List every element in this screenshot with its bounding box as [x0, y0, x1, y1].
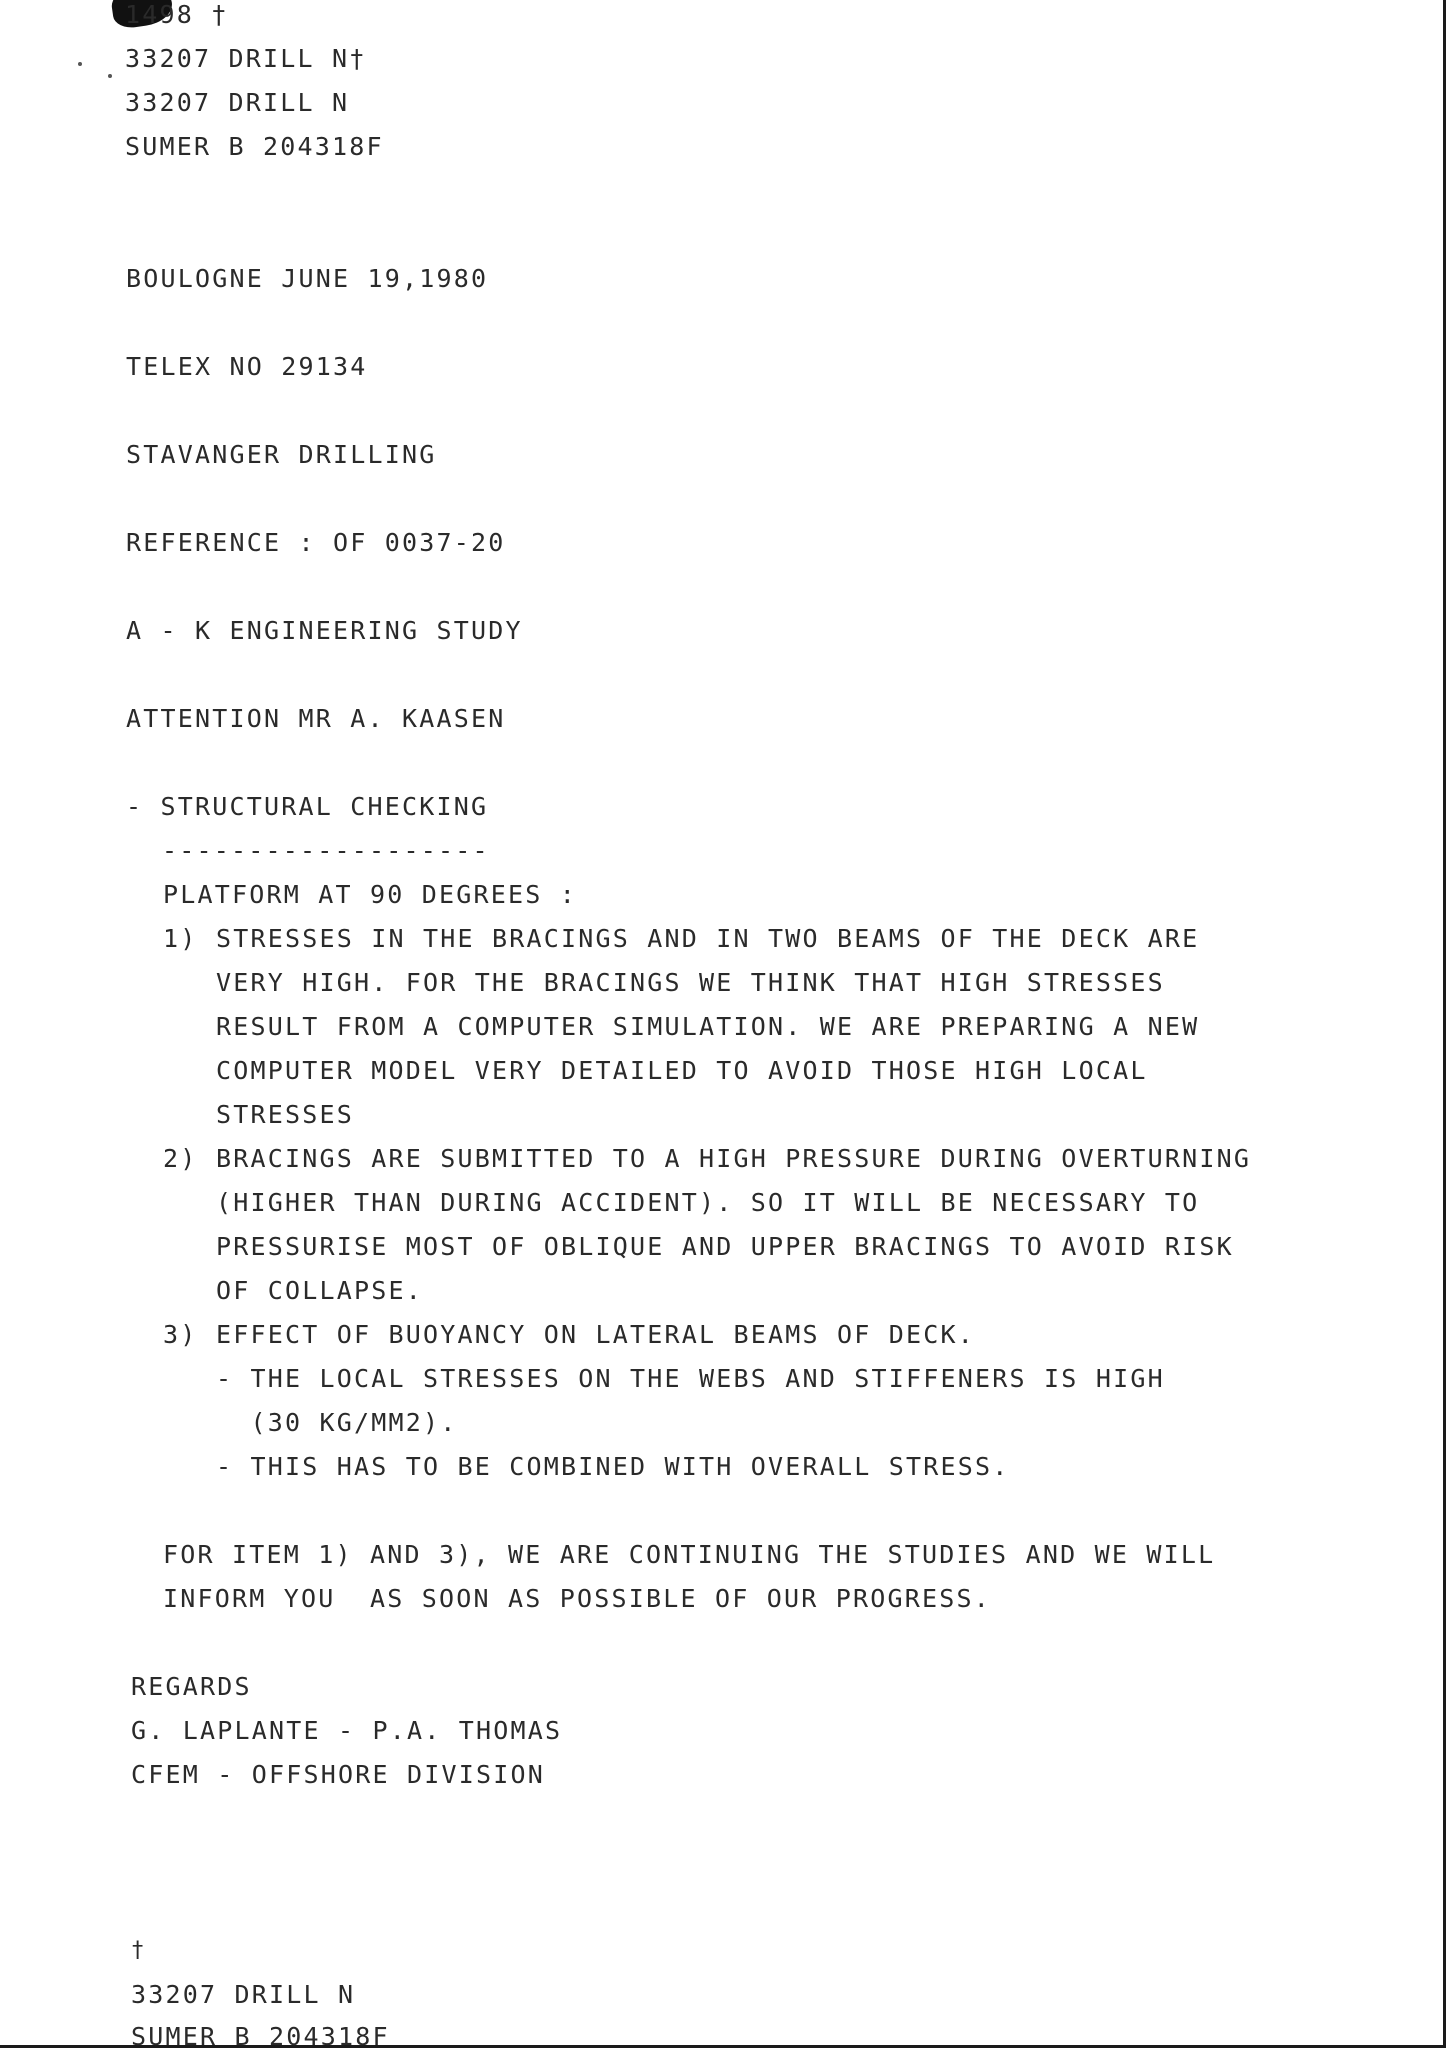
item-line: OF COLLAPSE. — [216, 1276, 424, 1305]
header-line-1: 33207 DRILL N† — [125, 44, 367, 73]
item-line: (HIGHER THAN DURING ACCIDENT). SO IT WILL BE NECESSARY TO — [216, 1188, 1200, 1217]
item-line: RESULT FROM A COMPUTER SIMULATION. WE ARE PREPARING A NEW — [216, 1012, 1200, 1041]
organization: CFEM - OFFSHORE DIVISION — [131, 1760, 546, 1789]
recipient: STAVANGER DRILLING — [126, 440, 437, 469]
sub-item-line: (30 KG/MM2). — [216, 1408, 458, 1437]
footer-line-2: SUMER B 204318F — [131, 2022, 390, 2051]
header-line-0: 1498 † — [125, 0, 229, 29]
place-date: BOULOGNE JUNE 19,1980 — [126, 264, 489, 293]
section-underline: ------------------- — [162, 836, 490, 865]
closing-line: FOR ITEM 1) AND 3), WE ARE CONTINUING THE STUDIES AND WE WILL — [163, 1540, 1216, 1569]
sub-item-line: - THIS HAS TO BE COMBINED WITH OVERALL STRESS. — [216, 1452, 1010, 1481]
telex-number: TELEX NO 29134 — [126, 352, 368, 381]
item-number: 2) — [163, 1144, 198, 1173]
item-line: STRESSES IN THE BRACINGS AND IN TWO BEAMS OF THE DECK ARE — [216, 924, 1200, 953]
header-line-2: 33207 DRILL N — [125, 88, 350, 117]
header-line-3: SUMER B 204318F — [125, 132, 384, 161]
attention-line: ATTENTION MR A. KAASEN — [126, 704, 506, 733]
footer-symbol: † — [131, 1938, 147, 1963]
sub-item-line: - THE LOCAL STRESSES ON THE WEBS AND STIFFENERS IS HIGH — [216, 1364, 1165, 1393]
speck — [78, 62, 82, 66]
footer-line-1: 33207 DRILL N — [131, 1980, 356, 2009]
item-line: EFFECT OF BUOYANCY ON LATERAL BEAMS OF DECK. — [216, 1320, 976, 1349]
reference: REFERENCE : OF 0037-20 — [126, 528, 506, 557]
closing-line: INFORM YOU AS SOON AS POSSIBLE OF OUR PROGRESS. — [163, 1584, 992, 1613]
item-number: 3) — [163, 1320, 198, 1349]
signatories: G. LAPLANTE - P.A. THOMAS — [131, 1716, 563, 1745]
item-number: 1) — [163, 924, 198, 953]
section-title: - STRUCTURAL CHECKING — [126, 792, 489, 821]
item-line: PRESSURISE MOST OF OBLIQUE AND UPPER BRACINGS TO AVOID RISK — [216, 1232, 1234, 1261]
study-title: A - K ENGINEERING STUDY — [126, 616, 523, 645]
item-line: COMPUTER MODEL VERY DETAILED TO AVOID THOSE HIGH LOCAL — [216, 1056, 1148, 1085]
item-line: STRESSES — [216, 1100, 355, 1129]
speck — [108, 74, 112, 78]
regards: REGARDS — [131, 1672, 252, 1701]
section-subtitle: PLATFORM AT 90 DEGREES : — [163, 880, 578, 909]
item-line: VERY HIGH. FOR THE BRACINGS WE THINK THAT HIGH STRESSES — [216, 968, 1165, 997]
item-line: BRACINGS ARE SUBMITTED TO A HIGH PRESSURE DURING OVERTURNING — [216, 1144, 1252, 1173]
